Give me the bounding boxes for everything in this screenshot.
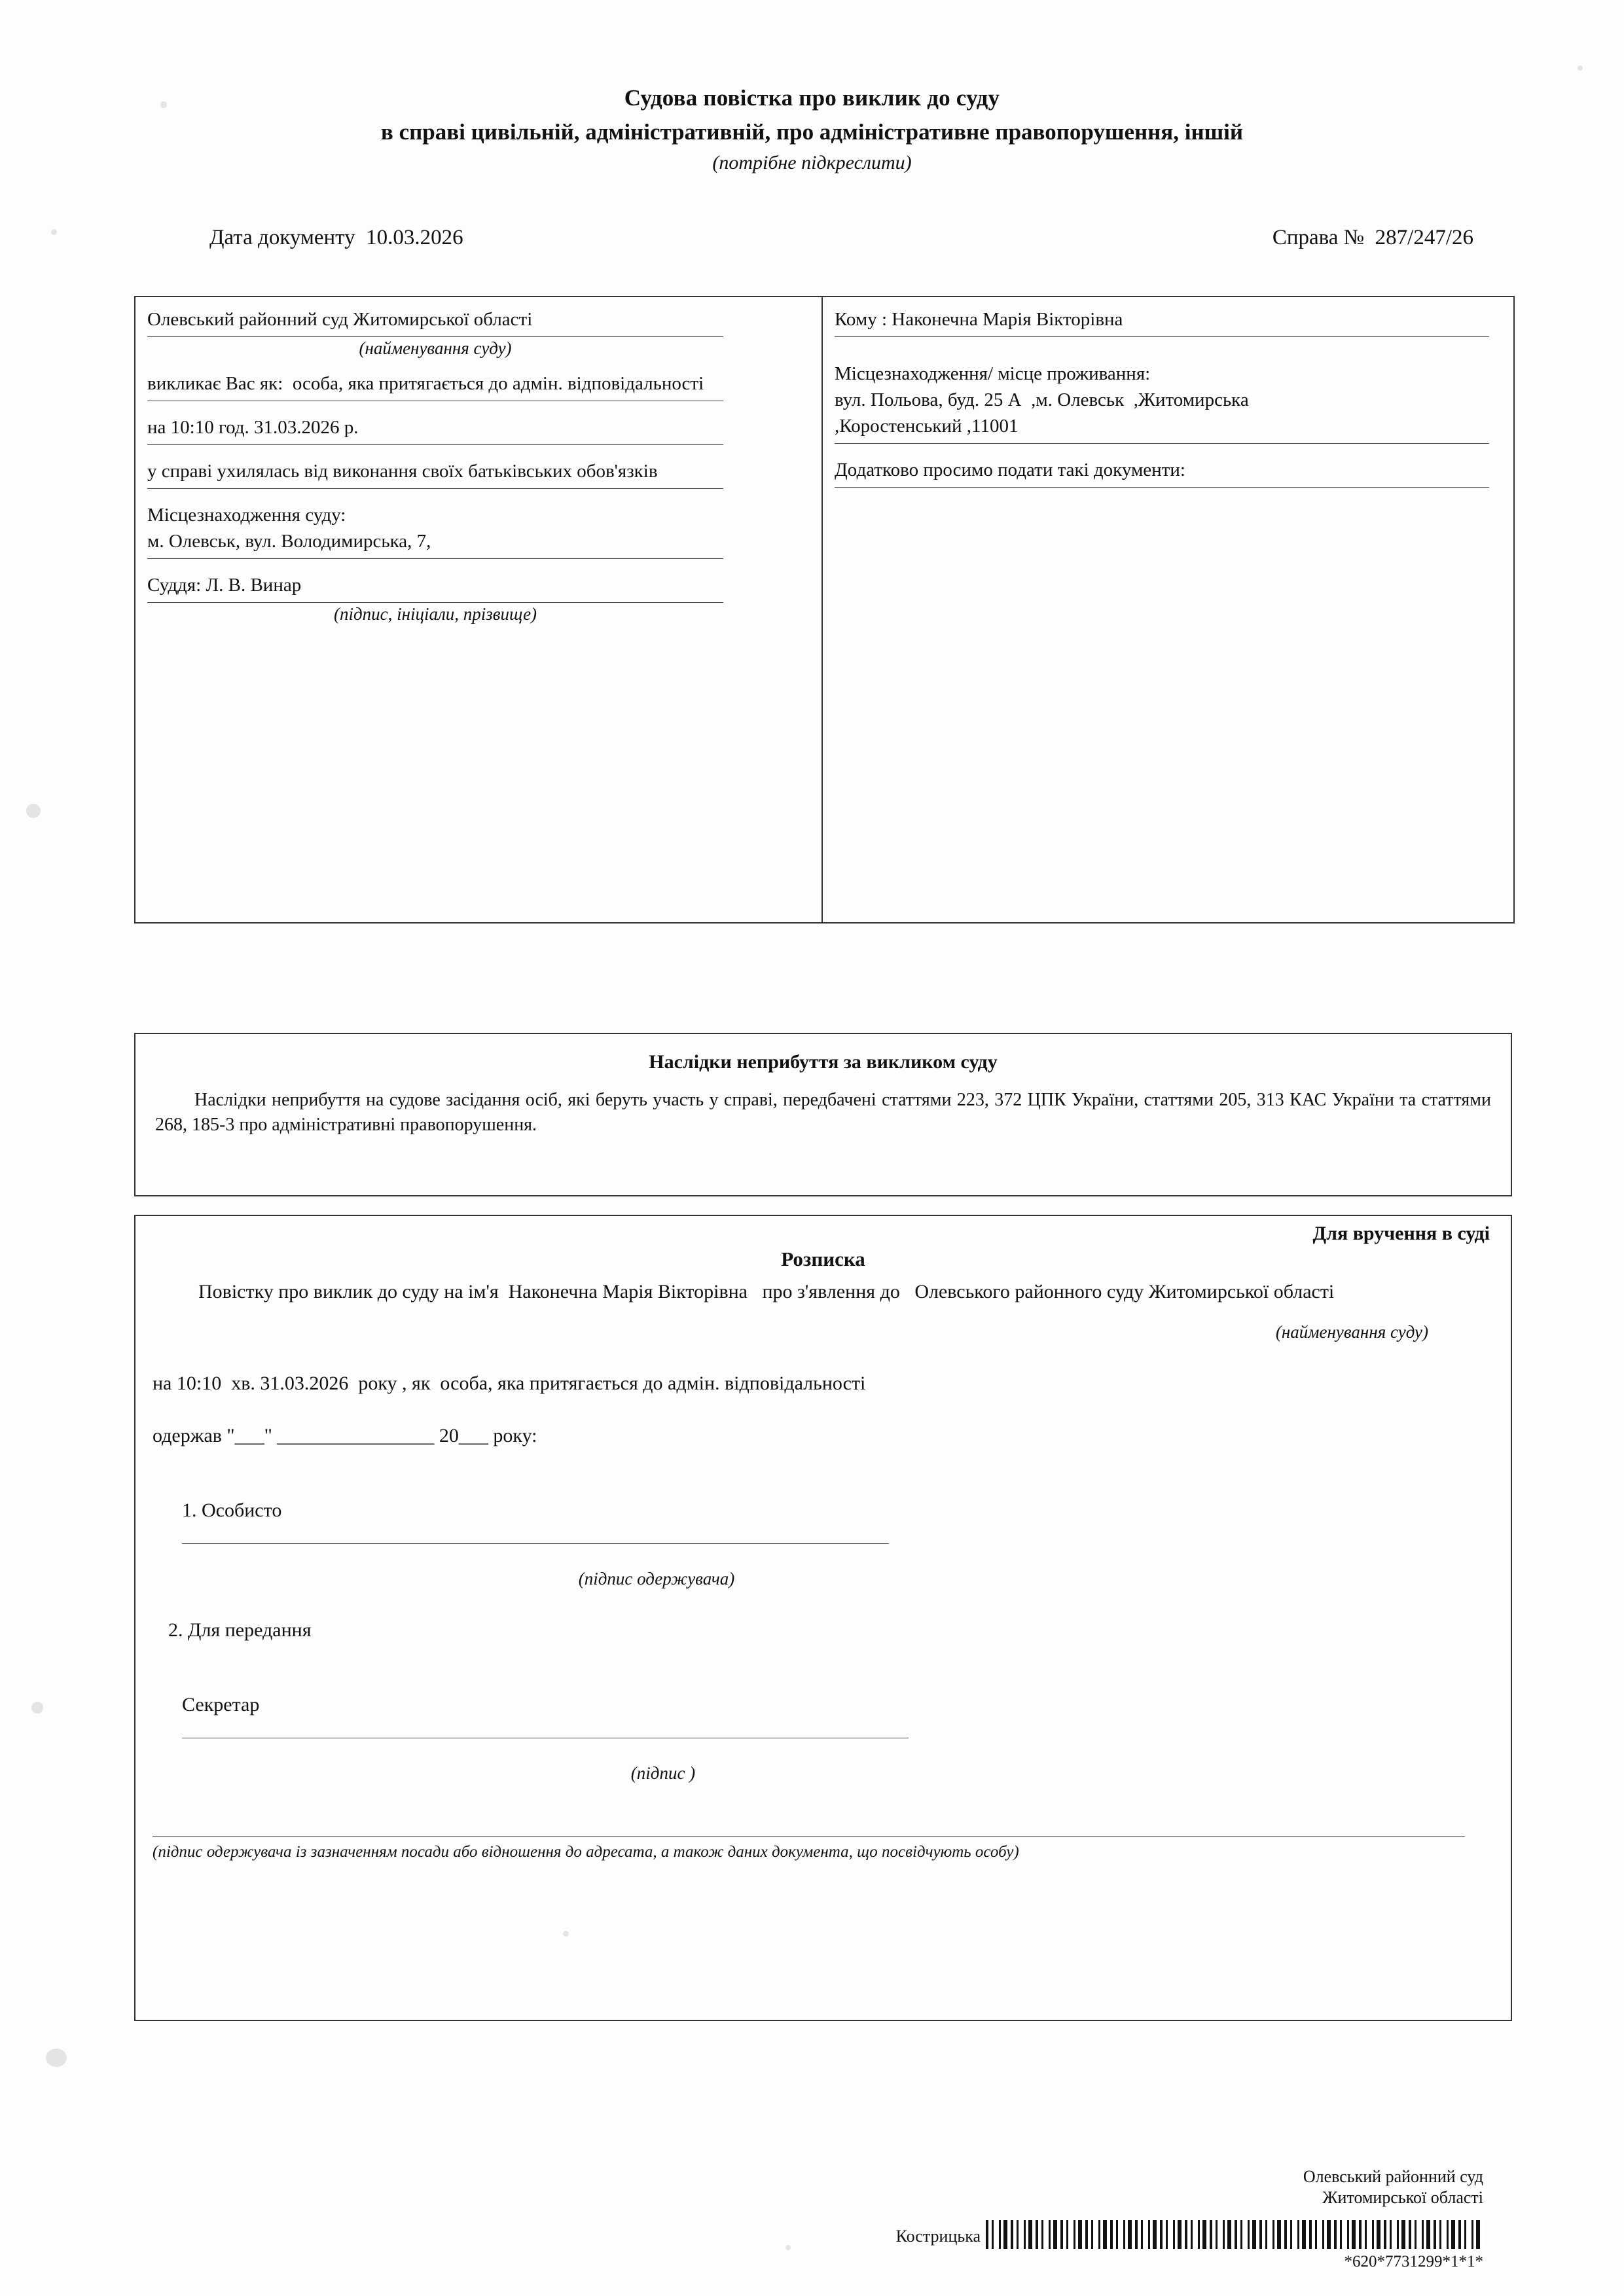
court-name-caption: (найменування суду) <box>359 338 512 358</box>
receipt-item-1 <box>153 1477 1494 1566</box>
judge-name: Суддя: Л. В. Винар <box>147 575 302 596</box>
receipt-court-caption: (найменування суду) <box>1275 1322 1428 1342</box>
document-title-block <box>0 85 1624 174</box>
divider <box>147 444 723 445</box>
divider <box>147 336 723 337</box>
receipt-item-1-label: 1. Особисто <box>182 1499 282 1521</box>
scan-speck <box>31 1702 43 1713</box>
address-line-2: ,Коростенський ,11001 <box>835 416 1019 437</box>
scan-speck <box>51 229 57 235</box>
barcode-icon <box>986 2220 1483 2249</box>
summons-table <box>134 296 1515 924</box>
secretary-caption: (підпис ) <box>630 1763 696 1783</box>
signature-line[interactable] <box>182 1524 889 1544</box>
case-number: Справа № 287/247/26 <box>1272 226 1473 249</box>
receiver-signature-line[interactable] <box>153 1836 1465 1837</box>
consequences-box <box>134 1033 1512 1196</box>
scan-speck <box>46 2049 67 2067</box>
court-location: м. Олевськ, вул. Володимирська, 7, <box>147 531 431 552</box>
court-stamp <box>1303 2166 1483 2208</box>
receipt-received-line: одержав "___" ________________ 20___ року: <box>153 1425 537 1446</box>
document-date: Дата документу 10.03.2026 <box>209 226 463 249</box>
receipt-header: Для вручення в суді <box>1312 1223 1490 1244</box>
receipt-title: Розписка <box>781 1247 865 1270</box>
document-meta-row <box>209 226 1473 250</box>
receipt-box <box>134 1215 1512 2021</box>
address-label: Місцезнаходження/ місце проживання: <box>835 363 1151 384</box>
consequences-body: Наслідки неприбуття на судове засідання осіб, які беруть участь у справі, передбачені статтями 223, 372 ЦПК України, статтями 205, 313 КАС України та статтями 268, 185-3 про адміністративні правопорушення. <box>155 1090 1491 1135</box>
scan-speck <box>785 2245 791 2250</box>
receipt-time-line: на 10:10 хв. 31.03.2026 року , як особа, яка притягається до адмін. відповідальності <box>153 1372 866 1394</box>
signature-caption: (підпис, ініціали, прізвище) <box>333 604 537 624</box>
barcode-number: *620*7731299*1*1* <box>1344 2253 1483 2270</box>
divider <box>835 336 1489 337</box>
secretary-signature-line[interactable] <box>182 1718 909 1738</box>
title-note: (потрібне підкреслити) <box>712 152 912 173</box>
divider <box>835 487 1489 488</box>
documents-request: Додатково просимо подати такі документи: <box>835 459 1185 480</box>
court-location-label: Місцезнаходження суду: <box>147 505 346 526</box>
receipt-paragraph: Повістку про виклик до суду на ім'я Наконечна Марія Вікторівна про з'явлення до Олевського районного суду Житомирської області <box>198 1281 1335 1302</box>
stamp-line-2: Житомирської області <box>1322 2188 1483 2207</box>
secretary-label: Секретар <box>182 1694 260 1715</box>
case-subject: у справі ухилялась від виконання своїх батьківських обов'язків <box>147 461 658 482</box>
secretary-row <box>153 1672 1494 1761</box>
addressee-name: Кому : Наконечна Марія Вікторівна <box>835 309 1123 330</box>
page-subtitle: в справі цивільній, адміністративній, про адміністративне правопорушення, іншій <box>380 119 1244 145</box>
page-title: Судова повістка про виклик до суду <box>624 85 1000 111</box>
summons-intro: викликає Вас як: особа, яка притягається до адмін. відповідальності <box>147 373 704 394</box>
barcode-label: Кострицька <box>895 2227 981 2246</box>
court-block <box>135 297 823 922</box>
divider <box>835 443 1489 444</box>
receipt-footnote: (підпис одержувача із зазначенням посади або відношення до адресата, а також даних документа, що посвідчують особу) <box>153 1843 1019 1861</box>
divider <box>147 558 723 559</box>
hearing-time: на 10:10 год. 31.03.2026 р. <box>147 417 359 438</box>
scan-speck <box>1578 65 1583 71</box>
scan-speck <box>26 804 41 818</box>
stamp-line-1: Олевський районний суд <box>1303 2167 1483 2186</box>
address-line-1: вул. Польова, буд. 25 А ,м. Олевськ ,Житомирська <box>835 389 1249 410</box>
divider <box>147 488 723 489</box>
receipt-item-2: 2. Для передання <box>168 1619 312 1641</box>
addressee-block <box>823 297 1513 922</box>
consequences-title: Наслідки неприбуття за викликом суду <box>649 1051 998 1073</box>
barcode-row <box>896 2220 1483 2249</box>
receipt-item-1-caption: (підпис одержувача) <box>578 1569 735 1588</box>
divider <box>147 602 723 603</box>
court-name: Олевський районний суд Житомирської області <box>147 309 533 330</box>
